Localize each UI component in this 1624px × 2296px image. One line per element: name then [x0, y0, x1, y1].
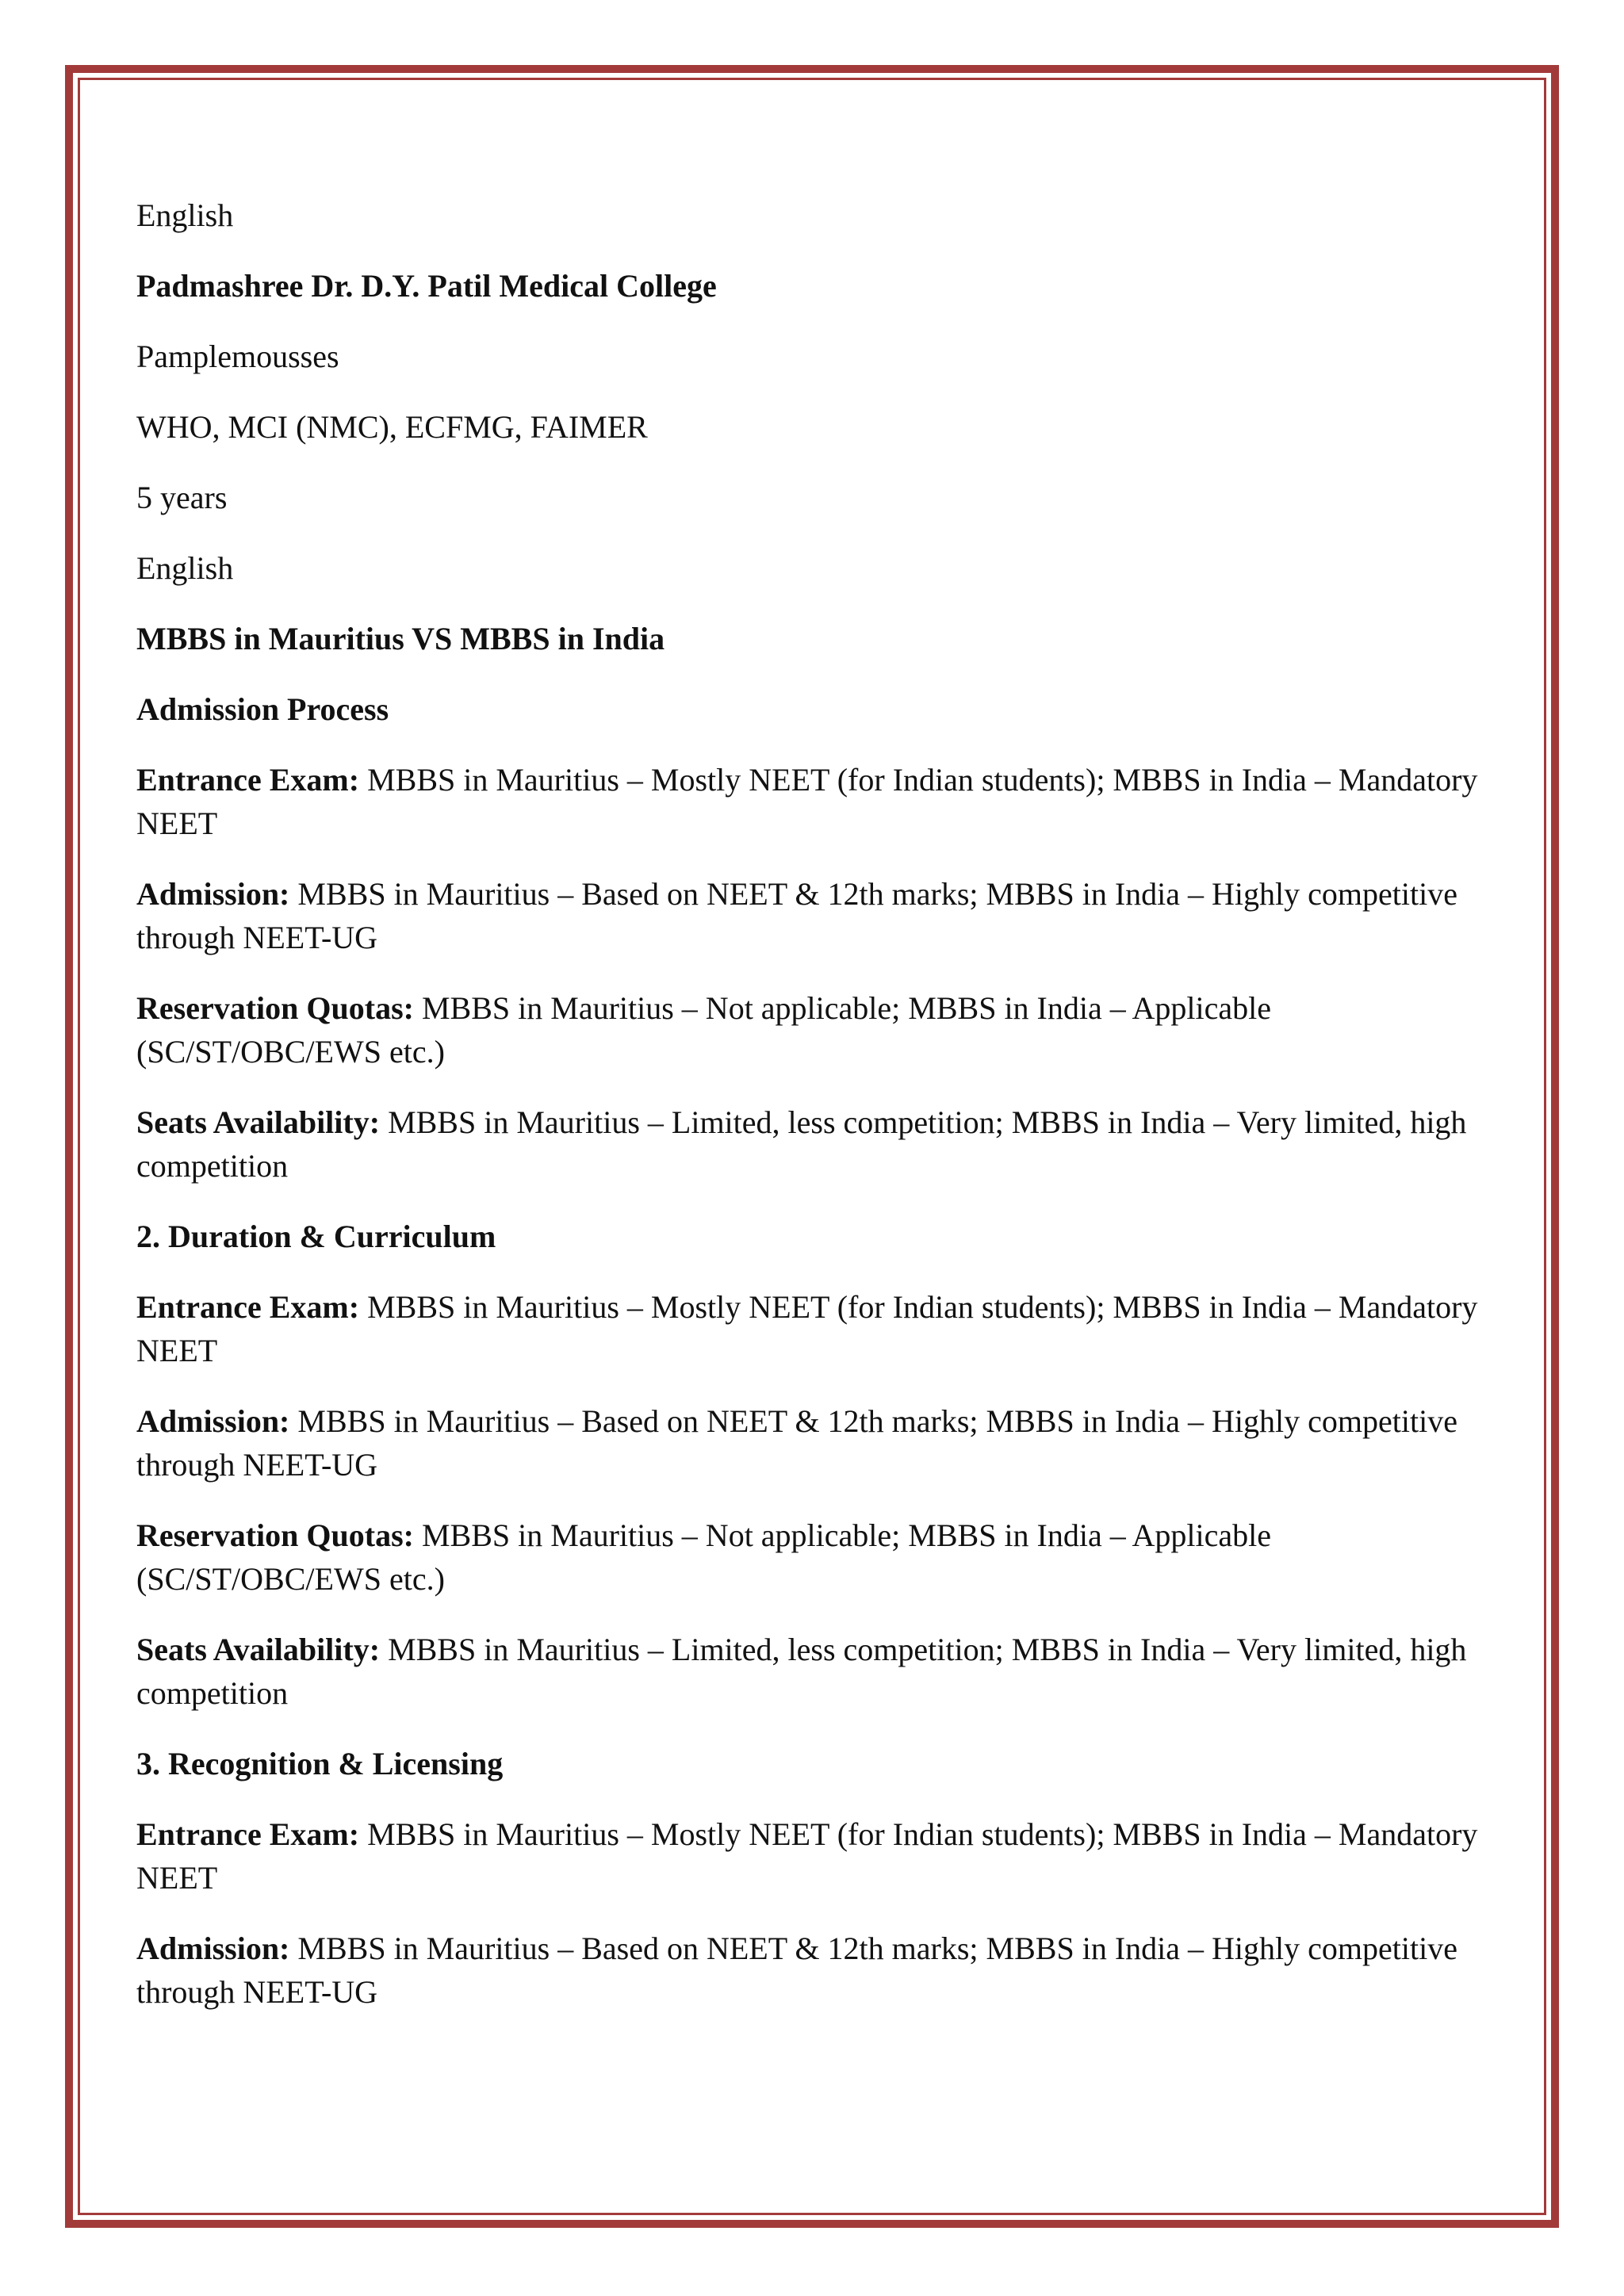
comparison-item [136, 1100, 1484, 1188]
comparison-item [136, 758, 1484, 845]
item-text: MBBS in Mauritius – Based on NEET & 12th marks; MBBS in India – Highly competitive through NEET-UG [136, 1403, 1457, 1483]
duration-line: 5 years [136, 480, 228, 515]
item-label: Entrance Exam: [136, 762, 360, 798]
language-line: English [136, 197, 234, 233]
item-label: Seats Availability: [136, 1632, 381, 1667]
section-heading: 2. Duration & Curriculum [136, 1219, 496, 1254]
section-admission-process [136, 687, 1484, 1188]
item-text: MBBS in Mauritius – Mostly NEET (for Indian students); MBBS in India – Mandatory NEET [136, 762, 1478, 841]
item-label: Admission: [136, 876, 290, 912]
item-text: MBBS in Mauritius – Based on NEET & 12th marks; MBBS in India – Highly competitive through NEET-UG [136, 876, 1457, 955]
medium-line: English [136, 550, 234, 586]
item-label: Seats Availability: [136, 1104, 381, 1140]
comparison-item [136, 986, 1484, 1073]
item-text: MBBS in Mauritius – Based on NEET & 12th marks; MBBS in India – Highly competitive through NEET-UG [136, 1931, 1457, 2010]
comparison-item [136, 1628, 1484, 1715]
section-recognition-licensing [136, 1742, 1484, 2014]
comparison-title: MBBS in Mauritius VS MBBS in India [136, 621, 665, 656]
recognition-line: WHO, MCI (NMC), ECFMG, FAIMER [136, 409, 648, 445]
comparison-item [136, 1513, 1484, 1601]
comparison-item [136, 1399, 1484, 1487]
item-label: Reservation Quotas: [136, 990, 414, 1026]
comparison-item [136, 1927, 1484, 2014]
item-text: MBBS in Mauritius – Mostly NEET (for Indian students); MBBS in India – Mandatory NEET [136, 1289, 1478, 1368]
item-label: Entrance Exam: [136, 1289, 360, 1325]
section-heading: Admission Process [136, 691, 389, 727]
document-body [136, 193, 1484, 2041]
item-text: MBBS in Mauritius – Limited, less competition; MBBS in India – Very limited, high competition [136, 1632, 1467, 1711]
location-line: Pamplemousses [136, 339, 339, 374]
item-label: Entrance Exam: [136, 1816, 360, 1852]
item-text: MBBS in Mauritius – Not applicable; MBBS in India – Applicable (SC/ST/OBC/EWS etc.) [136, 1517, 1272, 1597]
section-heading: 3. Recognition & Licensing [136, 1746, 504, 1781]
item-label: Admission: [136, 1931, 290, 1966]
item-text: MBBS in Mauritius – Limited, less competition; MBBS in India – Very limited, high competition [136, 1104, 1467, 1184]
comparison-item [136, 1812, 1484, 1900]
section-duration-curriculum [136, 1215, 1484, 1715]
intro-block [136, 193, 1484, 590]
item-label: Reservation Quotas: [136, 1517, 414, 1553]
item-text: MBBS in Mauritius – Not applicable; MBBS in India – Applicable (SC/ST/OBC/EWS etc.) [136, 990, 1272, 1070]
college-name: Padmashree Dr. D.Y. Patil Medical College [136, 268, 717, 304]
comparison-item [136, 1285, 1484, 1372]
comparison-item [136, 872, 1484, 959]
item-text: MBBS in Mauritius – Mostly NEET (for Indian students); MBBS in India – Mandatory NEET [136, 1816, 1478, 1896]
item-label: Admission: [136, 1403, 290, 1439]
